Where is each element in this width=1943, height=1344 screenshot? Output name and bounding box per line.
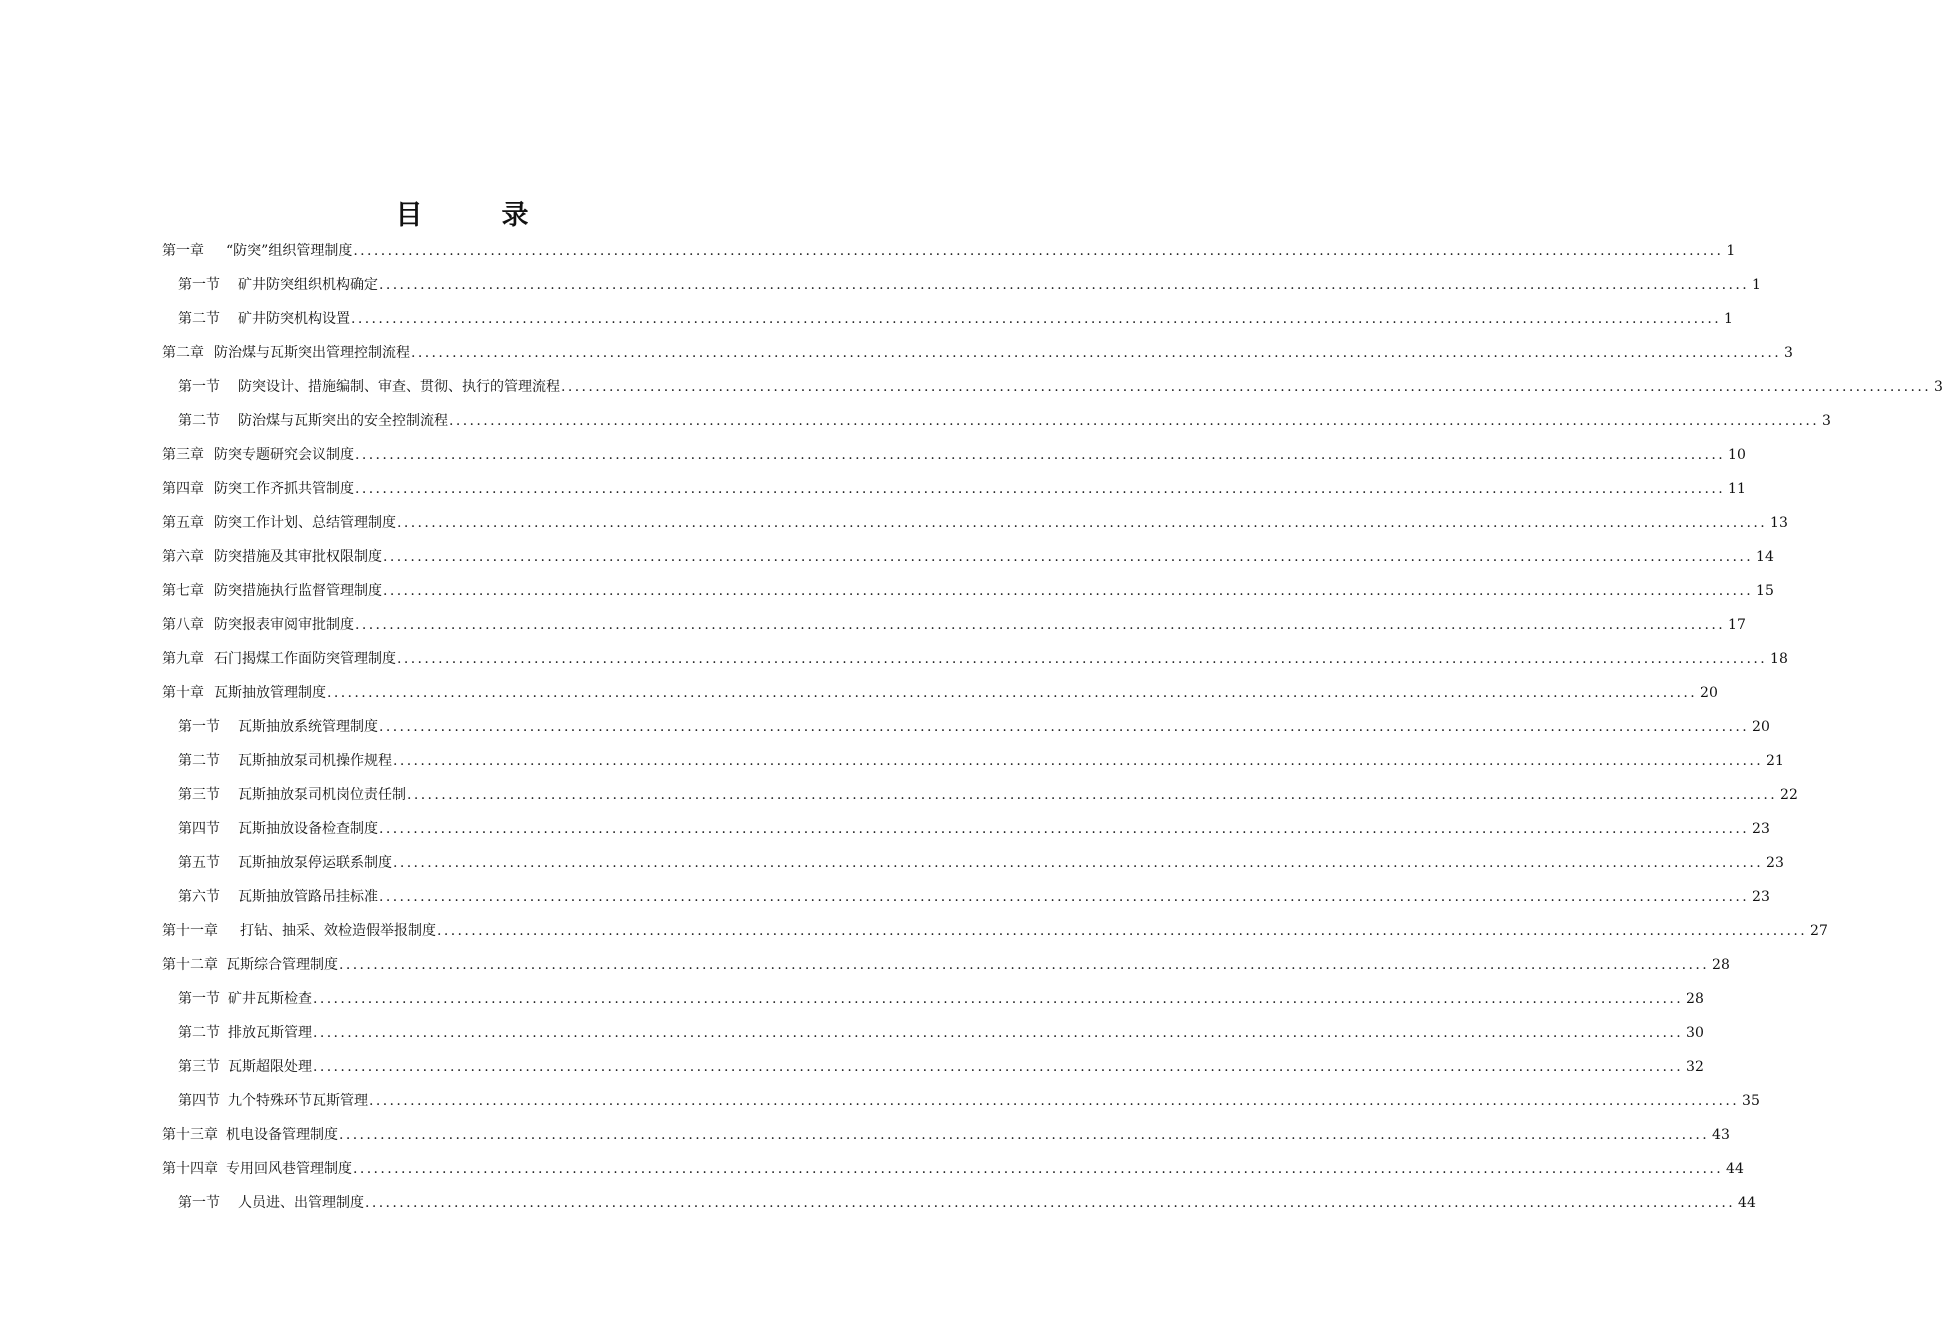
toc-entry-page-number: 18: [1770, 651, 1788, 667]
toc-entry-label: 第五节: [178, 855, 220, 871]
toc-entry-page-number: 21: [1766, 753, 1784, 769]
toc-dot-leader: ........................................................................................................................................................................................................: [353, 243, 1724, 259]
toc-entry-title: 瓦斯抽放管路吊挂标准: [238, 889, 378, 905]
toc-entry[interactable]: [162, 676, 1718, 710]
toc-entry-page-number: 15: [1756, 583, 1774, 599]
toc-entry[interactable]: [162, 336, 1793, 370]
toc-entry[interactable]: [162, 370, 1943, 404]
toc-entry[interactable]: [162, 1050, 1704, 1084]
toc-entry[interactable]: [162, 914, 1828, 948]
toc-entry[interactable]: [162, 506, 1788, 540]
toc-entry[interactable]: [162, 1186, 1756, 1220]
toc-entry-title: 瓦斯抽放设备检查制度: [238, 821, 378, 837]
toc-entry-page-number: 43: [1712, 1127, 1730, 1143]
toc-entry-page-number: 1: [1726, 243, 1736, 259]
toc-entry-title: 人员进、出管理制度: [238, 1195, 364, 1211]
toc-entry-label: 第一节: [178, 719, 220, 735]
toc-entry-label: 第二章: [162, 345, 204, 361]
toc-entry-label: 第十章: [162, 685, 204, 701]
toc-entry-page-number: 17: [1728, 617, 1746, 633]
toc-dot-leader: ........................................................................................................................................................................................................: [353, 1161, 1724, 1177]
toc-entry[interactable]: [162, 1118, 1730, 1152]
toc-entry-page-number: 27: [1810, 923, 1828, 939]
toc-dot-leader: ........................................................................................................................................................................................................: [313, 1059, 1684, 1075]
toc-entry-title: 防突报表审阅审批制度: [214, 617, 354, 633]
toc-entry-page-number: 10: [1728, 447, 1746, 463]
toc-entry-title: 瓦斯综合管理制度: [226, 957, 338, 973]
toc-dot-leader: ........................................................................................................................................................................................................: [393, 753, 1764, 769]
toc-entry-page-number: 13: [1770, 515, 1788, 531]
toc-entry-page-number: 11: [1728, 481, 1746, 497]
toc-entry[interactable]: [162, 574, 1774, 608]
toc-entry[interactable]: [162, 778, 1798, 812]
toc-entry-page-number: 22: [1780, 787, 1798, 803]
toc-dot-leader: ........................................................................................................................................................................................................: [407, 787, 1778, 803]
toc-entry-title: 防突设计、措施编制、审查、贯彻、执行的管理流程: [238, 379, 560, 395]
toc-dot-leader: ........................................................................................................................................................................................................: [355, 447, 1726, 463]
toc-entry-label: 第八章: [162, 617, 204, 633]
toc-entry-page-number: 28: [1686, 991, 1704, 1007]
toc-entry-title: 瓦斯抽放系统管理制度: [238, 719, 378, 735]
toc-entry-page-number: 20: [1752, 719, 1770, 735]
toc-entry-page-number: 14: [1756, 549, 1774, 565]
toc-entry-title: 专用回风巷管理制度: [226, 1161, 352, 1177]
toc-entry-page-number: 44: [1726, 1161, 1744, 1177]
toc-entry-page-number: 30: [1686, 1025, 1704, 1041]
toc-entry-page-number: 1: [1724, 311, 1733, 327]
toc-entry[interactable]: [162, 234, 1736, 268]
toc-entry-label: 第六章: [162, 549, 204, 565]
toc-entry-title: 打钻、抽采、效检造假举报制度: [240, 923, 436, 939]
toc-entry-label: 第三节: [178, 1059, 220, 1075]
toc-entry-label: 第十二章: [162, 957, 218, 973]
toc-entry[interactable]: [162, 710, 1770, 744]
toc-entry-title: “防突”组织管理制度: [226, 243, 353, 259]
toc-dot-leader: ........................................................................................................................................................................................................: [411, 345, 1782, 361]
toc-dot-leader: ........................................................................................................................................................................................................: [397, 515, 1768, 531]
toc-entry-label: 第三章: [162, 447, 204, 463]
toc-dot-leader: ........................................................................................................................................................................................................: [369, 1093, 1740, 1109]
toc-entry[interactable]: [162, 438, 1746, 472]
toc-entry-title: 防突措施执行监督管理制度: [214, 583, 382, 599]
toc-dot-leader: ........................................................................................................................................................................................................: [449, 413, 1820, 429]
toc-dot-leader: ........................................................................................................................................................................................................: [365, 1195, 1736, 1211]
toc-entry-title: 防治煤与瓦斯突出管理控制流程: [214, 345, 410, 361]
toc-entry-label: 第一节: [178, 991, 220, 1007]
toc-list: [162, 234, 1943, 1220]
toc-entry[interactable]: [162, 982, 1704, 1016]
toc-entry[interactable]: [162, 1084, 1760, 1118]
toc-dot-leader: ........................................................................................................................................................................................................: [393, 855, 1764, 871]
toc-entry[interactable]: [162, 302, 1733, 336]
toc-entry-page-number: 20: [1700, 685, 1718, 701]
toc-entry-label: 第一节: [178, 1195, 220, 1211]
toc-entry-title: 防突专题研究会议制度: [214, 447, 354, 463]
toc-entry-label: 第三节: [178, 787, 220, 803]
toc-entry-label: 第一节: [178, 379, 220, 395]
toc-entry[interactable]: [162, 812, 1770, 846]
toc-entry-label: 第四节: [178, 1093, 220, 1109]
toc-entry-title: 排放瓦斯管理: [228, 1025, 312, 1041]
toc-entry-label: 第四章: [162, 481, 204, 497]
toc-entry-title: 九个特殊环节瓦斯管理: [228, 1093, 368, 1109]
toc-entry[interactable]: [162, 1152, 1744, 1186]
toc-entry-label: 第一节: [178, 277, 220, 293]
toc-dot-leader: ........................................................................................................................................................................................................: [355, 617, 1726, 633]
toc-entry-title: 矿井瓦斯检查: [228, 991, 312, 1007]
toc-entry-title: 防突工作计划、总结管理制度: [214, 515, 396, 531]
toc-entry-title: 防治煤与瓦斯突出的安全控制流程: [238, 413, 448, 429]
toc-entry-label: 第七章: [162, 583, 204, 599]
toc-entry-label: 第四节: [178, 821, 220, 837]
toc-dot-leader: ........................................................................................................................................................................................................: [313, 1025, 1684, 1041]
toc-title: 目 录: [395, 200, 555, 231]
toc-entry-label: 第二节: [178, 311, 220, 327]
toc-entry[interactable]: [162, 948, 1730, 982]
toc-entry-label: 第五章: [162, 515, 204, 531]
toc-entry[interactable]: [162, 540, 1774, 574]
toc-entry[interactable]: [162, 404, 1831, 438]
toc-entry[interactable]: [162, 642, 1788, 676]
toc-entry-label: 第十四章: [162, 1161, 218, 1177]
toc-entry-title: 矿井防突组织机构确定: [238, 277, 378, 293]
toc-entry-page-number: 1: [1752, 277, 1761, 293]
toc-entry-title: 瓦斯超限处理: [228, 1059, 312, 1075]
toc-entry-label: 第二节: [178, 413, 220, 429]
toc-entry-page-number: 23: [1766, 855, 1784, 871]
toc-entry-title: 瓦斯抽放泵司机操作规程: [238, 753, 392, 769]
toc-entry-page-number: 23: [1752, 821, 1770, 837]
toc-dot-leader: ........................................................................................................................................................................................................: [383, 583, 1754, 599]
toc-entry-label: 第六节: [178, 889, 220, 905]
toc-entry[interactable]: [162, 472, 1746, 506]
toc-dot-leader: ........................................................................................................................................................................................................: [379, 719, 1750, 735]
toc-entry-label: 第九章: [162, 651, 204, 667]
toc-dot-leader: ........................................................................................................................................................................................................: [379, 277, 1750, 293]
toc-dot-leader: ........................................................................................................................................................................................................: [351, 311, 1722, 327]
toc-entry-label: 第二节: [178, 753, 220, 769]
toc-dot-leader: ........................................................................................................................................................................................................: [379, 889, 1750, 905]
toc-dot-leader: ........................................................................................................................................................................................................: [437, 923, 1808, 939]
toc-entry-title: 石门揭煤工作面防突管理制度: [214, 651, 396, 667]
toc-entry-title: 瓦斯抽放泵停运联系制度: [238, 855, 392, 871]
toc-entry-page-number: 3: [1934, 379, 1943, 395]
toc-entry-page-number: 32: [1686, 1059, 1704, 1075]
toc-entry-label: 第十一章: [162, 923, 218, 939]
toc-entry-title: 机电设备管理制度: [226, 1127, 338, 1143]
toc-dot-leader: ........................................................................................................................................................................................................: [561, 379, 1932, 395]
toc-entry-page-number: 3: [1784, 345, 1793, 361]
toc-entry-label: 第二节: [178, 1025, 220, 1041]
toc-dot-leader: ........................................................................................................................................................................................................: [379, 821, 1750, 837]
toc-dot-leader: ........................................................................................................................................................................................................: [383, 549, 1754, 565]
toc-entry-page-number: 23: [1752, 889, 1770, 905]
toc-entry[interactable]: [162, 608, 1746, 642]
toc-dot-leader: ........................................................................................................................................................................................................: [313, 991, 1684, 1007]
toc-dot-leader: ........................................................................................................................................................................................................: [355, 481, 1726, 497]
toc-entry[interactable]: [162, 268, 1761, 302]
toc-entry-title: 防突工作齐抓共管制度: [214, 481, 354, 497]
toc-entry-title: 瓦斯抽放管理制度: [214, 685, 326, 701]
toc-entry[interactable]: [162, 880, 1770, 914]
toc-entry-title: 矿井防突机构设置: [238, 311, 350, 327]
toc-entry-page-number: 28: [1712, 957, 1730, 973]
toc-dot-leader: ........................................................................................................................................................................................................: [339, 957, 1710, 973]
toc-entry-title: 瓦斯抽放泵司机岗位责任制: [238, 787, 406, 803]
toc-entry[interactable]: [162, 1016, 1704, 1050]
toc-entry-title: 防突措施及其审批权限制度: [214, 549, 382, 565]
toc-dot-leader: ........................................................................................................................................................................................................: [339, 1127, 1710, 1143]
toc-entry[interactable]: [162, 846, 1784, 880]
toc-dot-leader: ........................................................................................................................................................................................................: [327, 685, 1698, 701]
toc-entry-label: 第一章: [162, 243, 204, 259]
toc-entry[interactable]: [162, 744, 1784, 778]
toc-entry-page-number: 35: [1742, 1093, 1760, 1109]
toc-entry-page-number: 3: [1822, 413, 1831, 429]
toc-dot-leader: ........................................................................................................................................................................................................: [397, 651, 1768, 667]
toc-entry-label: 第十三章: [162, 1127, 218, 1143]
toc-entry-page-number: 44: [1738, 1195, 1756, 1211]
